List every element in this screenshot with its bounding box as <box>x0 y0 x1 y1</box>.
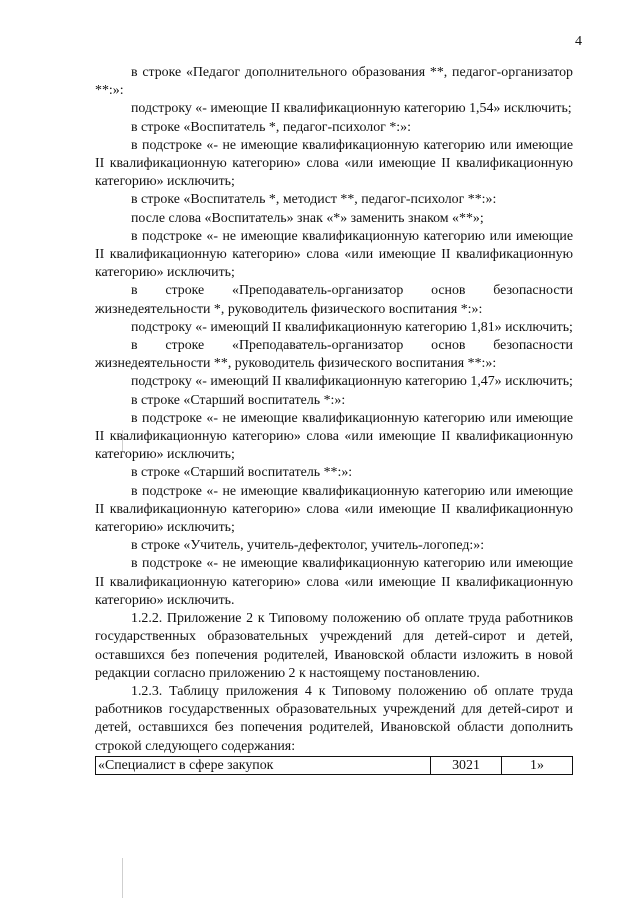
table-cell-value: 1» <box>502 756 573 774</box>
page-number: 4 <box>575 34 582 49</box>
paragraph: в подстроке «- не имеющие квалификационную категорию или имеющие II квалификационную категорию» слова «или имеющие II квалификационную категорию» исключить; <box>95 483 573 536</box>
paragraph: после слова «Воспитатель» знак «*» заменить знаком «**»; <box>131 210 484 226</box>
paragraph: в подстроке «- не имеющие квалификационную категорию или имеющие II квалификационную категорию» слова «или имеющие II квалификационную категорию» исключить; <box>95 410 573 463</box>
paragraph: в строке «Старший воспитатель **:»: <box>131 465 353 481</box>
paragraph: 1.2.3. Таблицу приложения 4 к Типовому положению об оплате труда работников государственных образовательных учреждений для детей-сирот и детей, оставшихся без попечения родителей, Ивановской области дополнить строкой следующего содержания: <box>95 683 573 754</box>
table-cell-code: 3021 <box>431 756 502 774</box>
table-row <box>96 756 573 774</box>
paragraph: в подстроке «- не имеющие квалификационную категорию или имеющие II квалификационную категорию» слова «или имеющие II квалификационную категорию» исключить. <box>95 556 573 608</box>
paragraph: в строке «Учитель, учитель-дефектолог, учитель-логопед:»: <box>131 538 485 554</box>
paragraph: подстроку «- имеющие II квалификационную категорию 1,54» исключить; <box>131 101 572 117</box>
paragraph: в строке «Преподаватель-организатор основ безопасности жизнедеятельности **, руководитель физического воспитания **:»: <box>95 338 573 372</box>
paragraph: подстроку «- имеющий II квалификационную категорию 1,81» исключить; <box>131 319 573 335</box>
paragraph: 1.2.2. Приложение 2 к Типовому положению об оплате труда работников государственных образовательных учреждений для детей-сирот и детей, оставшихся без попечения родителей, Ивановской области изложить в новой редакции согласно приложению 2 к настоящему постановлению. <box>95 611 573 681</box>
paragraph: в строке «Преподаватель-организатор основ безопасности жизнедеятельности *, руководитель физического воспитания *:»: <box>95 283 573 317</box>
document-body <box>95 64 573 775</box>
paragraph: подстроку «- имеющий II квалификационную категорию 1,47» исключить; <box>131 374 573 390</box>
paragraph: в строке «Воспитатель *, педагог-психолог *:»: <box>131 119 411 135</box>
table-cell-position: «Специалист в сфере закупок <box>96 756 431 774</box>
scan-margin-mark <box>122 858 123 898</box>
addition-table <box>95 756 573 775</box>
paragraph: в строке «Педагог дополнительного образования **, педагог-организатор **:»: <box>95 65 573 99</box>
paragraph: в подстроке «- не имеющие квалификационную категорию или имеющие II квалификационную категорию» слова «или имеющие II квалификационную категорию» исключить; <box>95 228 573 281</box>
addition-table-wrapper <box>95 756 573 775</box>
paragraph: в строке «Воспитатель *, методист **, педагог-психолог **:»: <box>131 192 497 208</box>
paragraph: в подстроке «- не имеющие квалификационную категорию или имеющие II квалификационную категорию» слова «или имеющие II квалификационную категорию» исключить; <box>95 137 573 190</box>
paragraph: в строке «Старший воспитатель *:»: <box>131 392 346 408</box>
